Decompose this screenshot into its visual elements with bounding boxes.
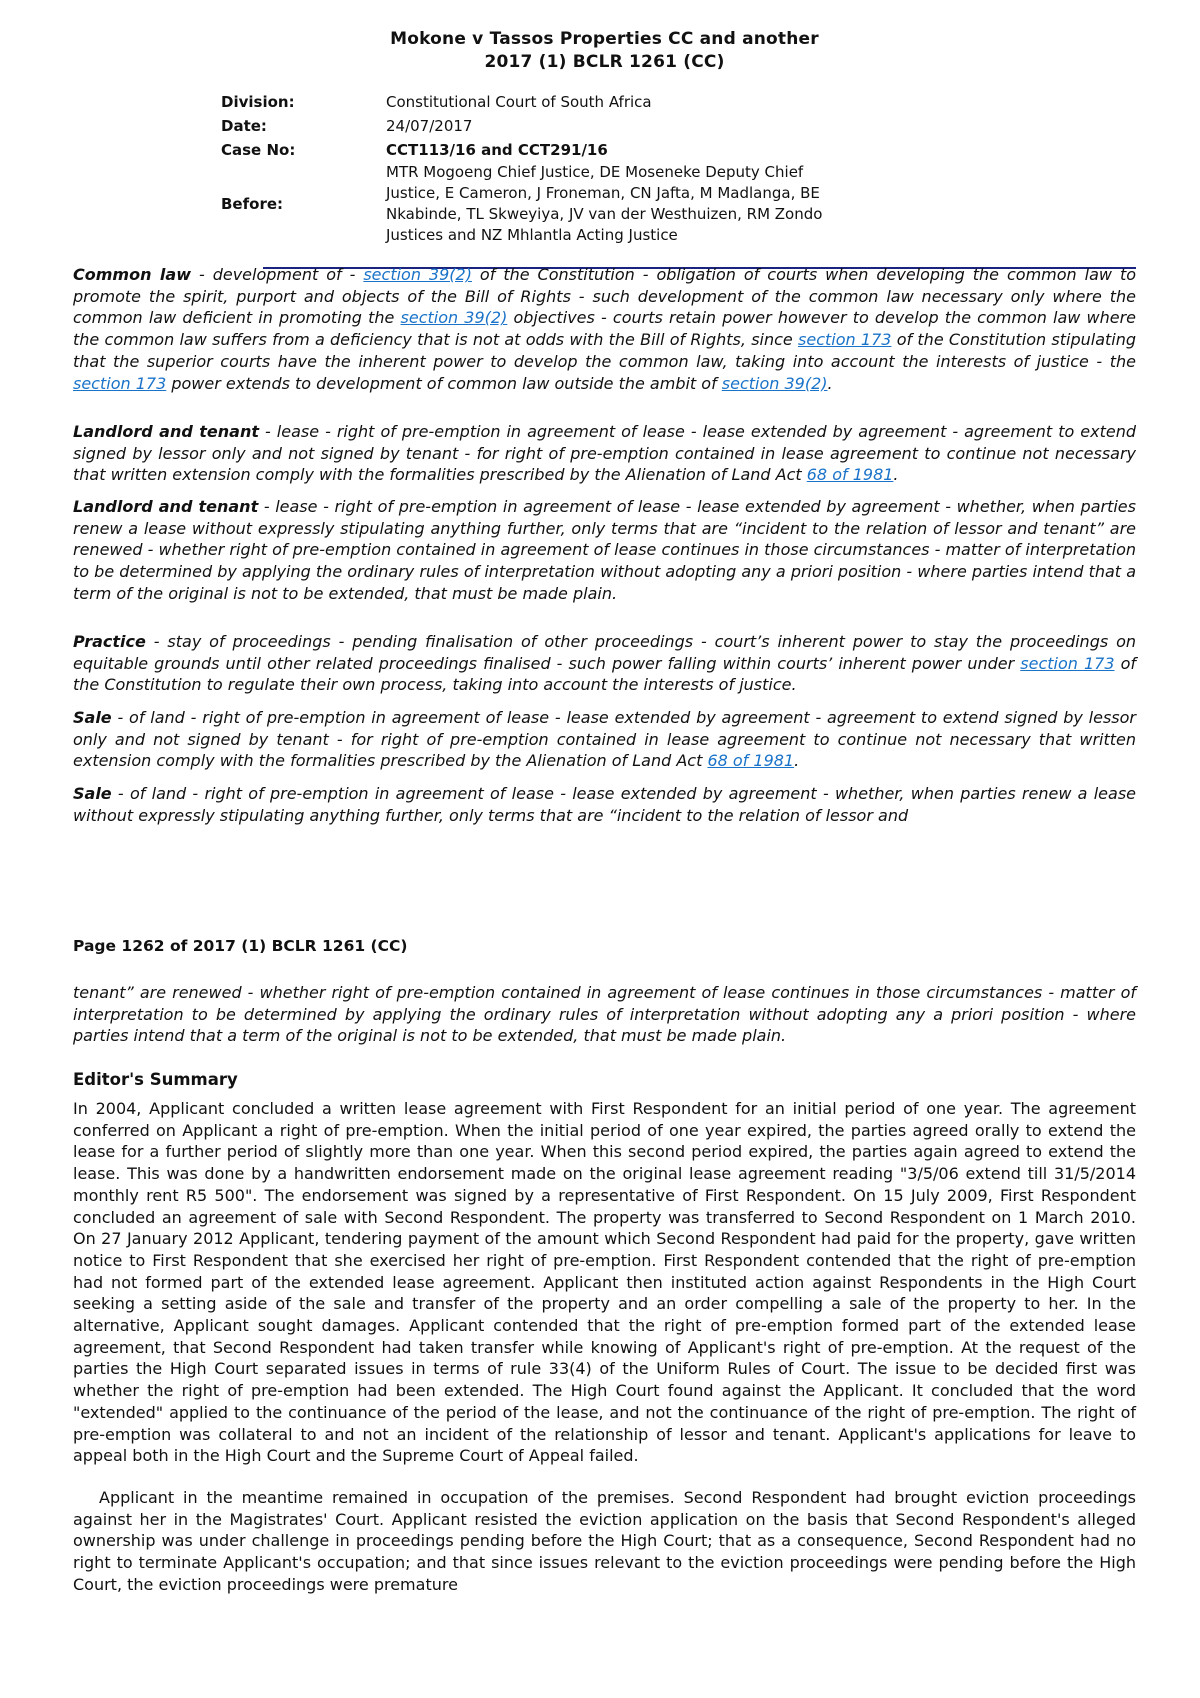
before-label: Before: <box>221 195 284 213</box>
before-value: MTR Mogoeng Chief Justice, DE Moseneke Deputy Chief Justice, E Cameron, J Froneman, CN Jafta, M Madlanga, BE Nkabinde, TL Skweyiya, JV van der Westhuizen, RM Zondo Justices and NZ Mhlantla Acting Justice <box>386 163 823 244</box>
flynote-text: - of land - right of pre-emption in agreement of lease - lease extended by agreement - whether, when parties renew a lease without expressly stipulating anything further, only terms that are “incident to the relation of lessor and <box>73 784 1136 825</box>
summary-paragraph: In 2004, Applicant concluded a written lease agreement with First Respondent for an initial period of one year. The agreement conferred on Applicant a right of pre-emption. When the initial period of one year expired, the parties agreed orally to extend the lease for a further period of slightly more than one year. When this second period expired, the parties again agreed to extend the lease. This was done by a handwritten endorsement made on the original lease agreement reading "3/5/06 extend till 31/5/2014 monthly rent R5 500". The endorsement was signed by a representative of First Respondent. On 15 July 2009, First Respondent concluded an agreement of sale with Second Respondent. The property was transferred to Second Respondent on 1 March 2010. On 27 January 2012 Applicant, tendering payment of the amount which Second Respondent had paid for the property, gave written notice to First Respondent that she exercised her right of pre-emption. First Respondent contended that the right of pre-emption had not formed part of the extended lease agreement. Applicant then instituted action against Respondents in the High Court seeking a setting aside of the sale and transfer of the property and an order compelling a sale of the property to her. In the alternative, Applicant sought damages. Applicant contended that the right of pre-emption formed part of the extended lease agreement, that Second Respondent had taken transfer while knowing of Applicant's right of pre-emption. At the request of the parties the High Court separated issues in terms of rule 33(4) of the Uniform Rules of Court. The issue to be decided first was whether the right of pre-emption had been extended. The High Court found against the Applicant. It concluded that the word "extended" applied to the continuance of the period of the lease, and not the continuance of the right of pre-emption. The right of pre-emption was collateral to and not an incident of the relationship of lessor and tenant. Applicant's applications for leave to appeal both in the High Court and the Supreme Court of Appeal failed. <box>73 1099 1136 1466</box>
flynote-text: - stay of proceedings - pending finalisation of other proceedings - court’s inherent power to stay the proceedings on equitable grounds until other related proceedings finalised - such power falling within courts’ inherent power under <box>73 632 1136 673</box>
section-39-2-link[interactable]: section 39(2) <box>363 265 472 284</box>
flynote-heading: Landlord and tenant <box>73 497 259 516</box>
flynote-heading: Practice <box>73 632 146 651</box>
section-39-2-link[interactable]: section 39(2) <box>721 373 828 393</box>
flynote-common-law <box>73 264 1136 394</box>
flynote-text: - lease - right of pre-emption in agreement of lease - lease extended by agreement - agreement to extend signed by lessor only and not signed by tenant - for right of pre-emption contained in lease agreement to continue not necessary that written extension comply with the formalities prescribed by the Alienation of Land Act <box>73 422 1136 485</box>
flynote-heading: Landlord and tenant <box>73 422 260 441</box>
flynote-text: objectives - courts retain power however to develop the common law where the common law suffers from a deficiency that is not at odds with the Bill of Rights, since <box>73 308 1136 350</box>
flynote-text: - of land - right of pre-emption in agreement of lease - lease extended by agreement - agreement to extend signed by lessor only and not signed by tenant - for right of pre-emption contained in lease agreement to continue not necessary that written extension comply with the formalities prescribed by the Alienation of Land Act <box>73 708 1136 771</box>
flynote-practice <box>73 631 1136 696</box>
flynote-sale-renewal-continued <box>73 982 1136 1047</box>
flynote-text: . <box>893 465 899 485</box>
case-number-row <box>221 138 841 162</box>
section-173-link[interactable]: section 173 <box>73 373 167 393</box>
before-row <box>221 162 841 246</box>
case-number-value: CCT113/16 and CCT291/16 <box>386 141 608 159</box>
division-row <box>221 90 841 114</box>
flynote-landlord-tenant-renewal <box>73 496 1136 605</box>
date-label: Date: <box>221 117 267 135</box>
case-name: Mokone v Tassos Properties CC and another <box>390 29 819 49</box>
editors-summary-heading: Editor's Summary <box>73 1070 238 1089</box>
flynote-heading: Common law <box>73 265 191 284</box>
flynote-text: - development of - <box>190 265 364 284</box>
date-value: 24/07/2017 <box>386 117 473 135</box>
section-173-link[interactable]: section 173 <box>1020 653 1115 673</box>
document-page <box>73 28 1137 1594</box>
division-value: Constitutional Court of South Africa <box>386 93 652 111</box>
flynote-sale-renewal <box>73 783 1136 826</box>
flynote-text: power extends to development of common law outside the ambit of <box>166 373 722 393</box>
date-row <box>221 114 841 138</box>
division-label: Division: <box>221 93 295 111</box>
case-number-label: Case No: <box>221 141 296 159</box>
act-68-of-1981-link[interactable]: 68 of 1981 <box>707 751 795 771</box>
flynote-text: - lease - right of pre-emption in agreement of lease - lease extended by agreement - whether, when parties renew a lease without expressly stipulating anything further, only terms that are “incident to the relation of lessor and tenant” are renewed - whether right of pre-emption contained in agreement of lease continues in those circumstances - matter of interpretation to be determined by applying the ordinary rules of interpretation without adopting any a priori position - where parties intend that a term of the original is not to be extended, that must be made plain. <box>73 497 1136 603</box>
flynote-text: tenant” are renewed - whether right of pre-emption contained in agreement of lease continues in those circumstances - matter of interpretation to be determined by applying the ordinary rules of interpretation without adopting any a priori position - where parties intend that a term of the original is not to be extended, that must be made plain. <box>73 983 1136 1046</box>
flynote-text: . <box>794 751 800 771</box>
flynote-heading: Sale <box>73 784 112 803</box>
section-173-link[interactable]: section 173 <box>798 330 892 350</box>
flynote-landlord-tenant-formalities <box>73 421 1136 486</box>
flynote-heading: Sale <box>73 708 112 727</box>
case-metadata <box>221 90 841 246</box>
summary-paragraph: Applicant in the meantime remained in occupation of the premises. Second Respondent had brought eviction proceedings against her in the Magistrates' Court. Applicant resisted the eviction application on the basis that Second Respondent's alleged ownership was under challenge in proceedings pending before the High Court; that as a consequence, Second Respondent had no right to terminate Applicant's occupation; and that since issues relevant to the eviction proceedings were pending before the High Court, the eviction proceedings were premature <box>73 1488 1136 1594</box>
flynote-text: of the Constitution - obligation of courts when developing the common law to promote the spirit, purport and objects of the Bill of Rights - such development of the common law necessary only where the common law deficient in promoting the <box>73 265 1137 328</box>
act-68-of-1981-link[interactable]: 68 of 1981 <box>806 465 894 485</box>
flynote-text: of the Constitution to regulate their own process, taking into account the interests of justice. <box>73 653 1136 695</box>
flynote-sale-formalities <box>73 707 1136 772</box>
page-break-header: Page 1262 of 2017 (1) BCLR 1261 (CC) <box>73 937 408 955</box>
flynote-text: of the Constitution stipulating that the superior courts have the inherent power to develop the common law, taking into account the interests of justice - the <box>73 330 1137 371</box>
case-citation: 2017 (1) BCLR 1261 (CC) <box>484 52 725 72</box>
section-39-2-link[interactable]: section 39(2) <box>400 308 508 328</box>
flynote-text: . <box>827 373 833 393</box>
case-title <box>73 28 1136 74</box>
